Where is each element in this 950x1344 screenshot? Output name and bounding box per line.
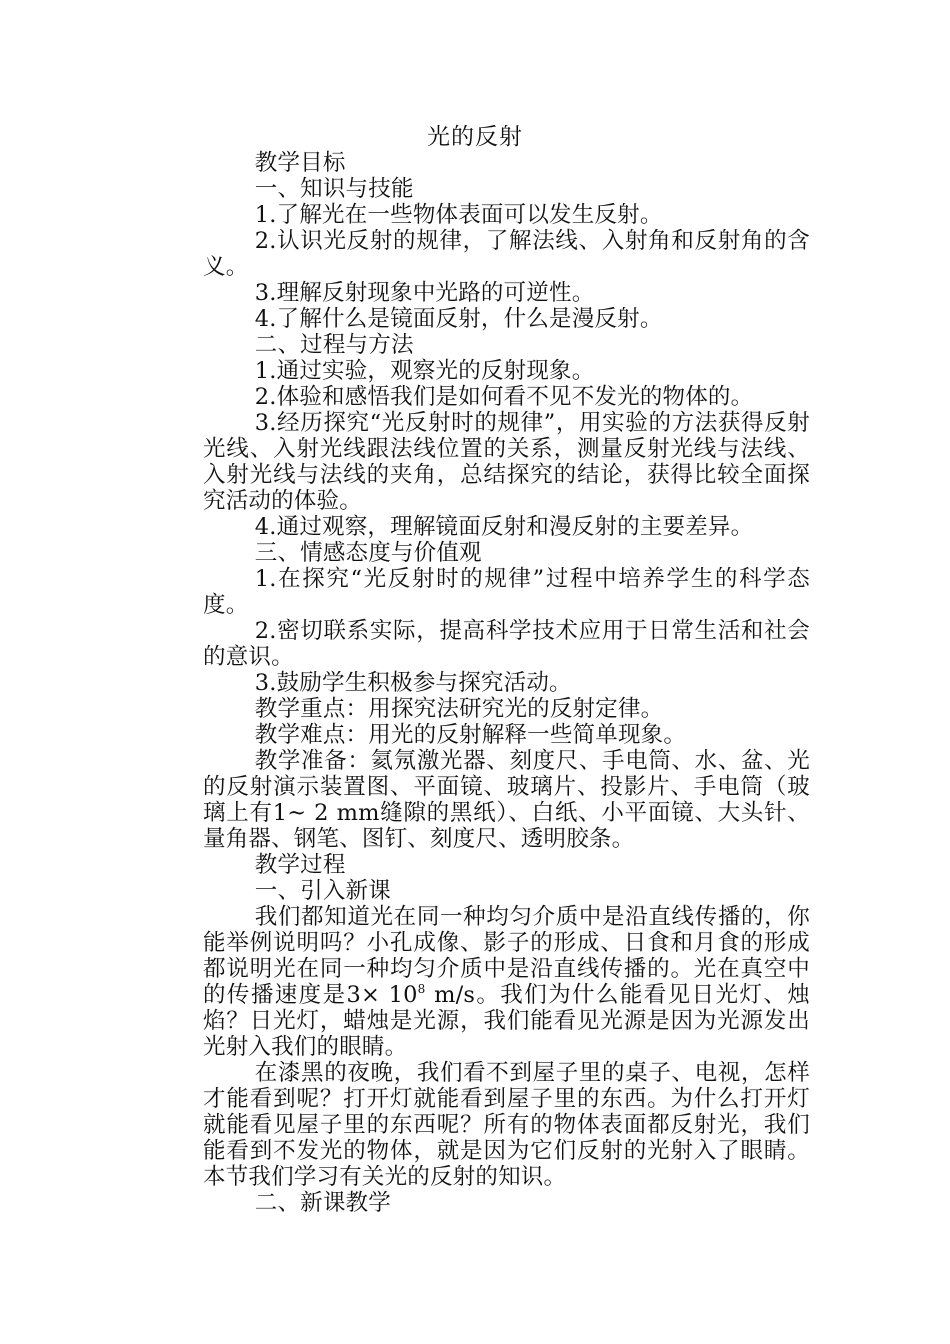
- night-paragraph: 在漆黑的夜晚，我们看不到屋子里的桌子、电视，怎样才能看到呢？打开灯就能看到屋子里的东西。为什么打开灯就能看见屋子里的东西呢？所有的物体表面都反射光，我们能看到不发光的物体，就是因为它们反射的光射入了眼睛。本节我们学习有关光的反射的知识。: [203, 1060, 810, 1190]
- intro-text-before: 我们都知道光在同一种均匀介质中是沿直线传播的，你能举例说明吗？小孔成像、影子的形成、日食和月食的形成都说明光在同一种均匀介质中是沿直线传播的。光在真空中的传播速度是3× 10: [203, 904, 810, 1008]
- objective-item: 4.通过观察，理解镜面反射和漫反射的主要差异。: [254, 514, 754, 540]
- objective-item: 1.了解光在一些物体表面可以发生反射。: [254, 202, 663, 228]
- intro-paragraph: [203, 904, 810, 1060]
- objective-item: 2.体验和感悟我们是如何看不见不发光的物体的。: [254, 384, 754, 410]
- objective-item: 1.通过实验，观察光的反射现象。: [254, 358, 595, 384]
- subsection-heading: 一、引入新课: [254, 878, 391, 904]
- objective-item: 3.经历探究“光反射时的规律”，用实验的方法获得反射光线、入射光线跟法线位置的关系，测量反射光线与法线、入射光线与法线的夹角，总结探究的结论，获得比较全面探究活动的体验。: [203, 410, 810, 514]
- preparation: 教学准备：氦氖激光器、刻度尺、手电筒、水、盆、光的反射演示装置图、平面镜、玻璃片、投影片、手电筒（玻璃上有1~ 2 mm缝隙的黑纸）、白纸、小平面镜、大头针、量角器、钢笔、图钉、刻度尺、透明胶条。: [203, 748, 810, 852]
- objective-item: 2.认识光反射的规律，了解法线、入射角和反射角的含义。: [203, 228, 810, 280]
- intro-text-after: m/s。我们为什么能看见日光灯、烛焰？日光灯，蜡烛是光源，我们能看见光源是因为光源发出光射入我们的眼睛。: [203, 982, 810, 1060]
- document-title: 光的反射: [427, 124, 523, 150]
- section-heading-process: 教学过程: [254, 852, 346, 878]
- objective-item: 4.了解什么是镜面反射，什么是漫反射。: [254, 306, 663, 332]
- document-body: [203, 150, 810, 1216]
- section-heading-objectives: 教学目标: [254, 150, 346, 176]
- difficulty: 教学难点：用光的反射解释一些简单现象。: [254, 722, 687, 748]
- subsection-heading: 二、新课教学: [254, 1190, 391, 1216]
- subsection-heading: 一、知识与技能: [254, 176, 414, 202]
- objective-item: 1.在探究“光反射时的规律”过程中培养学生的科学态度。: [203, 566, 810, 618]
- key-point: 教学重点：用探究法研究光的反射定律。: [254, 696, 664, 722]
- objective-item: 3.鼓励学生积极参与探究活动。: [254, 670, 572, 696]
- subsection-heading: 二、过程与方法: [254, 332, 414, 358]
- objective-item: 2.密切联系实际，提高科学技术应用于日常生活和社会的意识。: [203, 618, 810, 670]
- intro-exponent: 8: [417, 982, 426, 996]
- subsection-heading: 三、情感态度与价值观: [254, 540, 482, 566]
- objective-item: 3.理解反射现象中光路的可逆性。: [254, 280, 595, 306]
